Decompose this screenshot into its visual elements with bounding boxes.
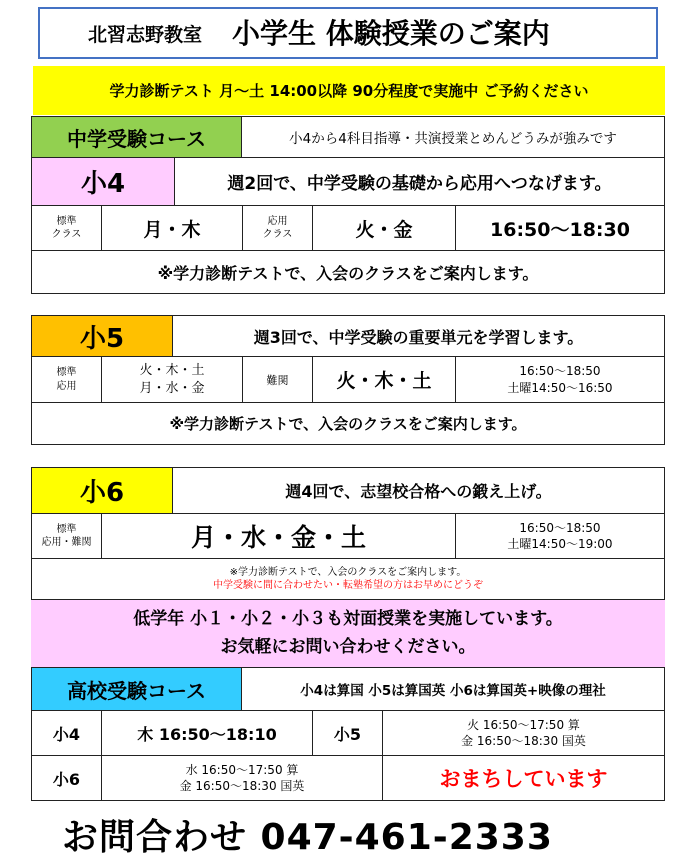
grade5-note: ※学力診断テストで、入会のクラスをご案内します。 bbox=[31, 402, 665, 445]
grade5-time-1: 16:50～18:50 bbox=[519, 364, 601, 379]
grade5-times bbox=[455, 356, 665, 403]
grade6-label-1: 標準 bbox=[56, 523, 77, 535]
hs-grade5-times bbox=[382, 710, 665, 756]
test-notice: 学力診断テスト 月～土 14:00以降 90分程度で実施中 ご予約ください bbox=[33, 66, 665, 115]
grade4-std-label-1: 標準 bbox=[56, 215, 77, 227]
grade4-std-label-2: クラス bbox=[51, 229, 82, 240]
lower-grades-line1: 低学年 小１・小２・小３も対面授業を実施しています。 bbox=[133, 609, 563, 630]
lower-grades-banner bbox=[31, 600, 665, 667]
school-name: 北習志野教室 bbox=[88, 24, 203, 46]
juken-course-desc: 小4から4科目指導・共演授業とめんどうみが強みです bbox=[241, 116, 665, 158]
hs-grade4-time: 木 16:50～18:10 bbox=[101, 710, 313, 756]
hs-course-desc: 小4は算国 小5は算国英 小6は算国英+映像の理社 bbox=[241, 667, 665, 711]
grade6-notes bbox=[31, 558, 665, 600]
hs-course-label: 高校受験コース bbox=[31, 667, 242, 711]
grade4-desc: 週2回で、中学受験の基礎から応用へつなげます。 bbox=[174, 157, 665, 206]
grade5-label: 小5 bbox=[31, 315, 173, 357]
grade4-label: 小4 bbox=[31, 157, 175, 206]
grade6-label-2: 応用・難関 bbox=[41, 537, 92, 548]
grade5-class-label bbox=[31, 356, 102, 403]
page-title: 小学生 体験授業のご案内 bbox=[232, 17, 550, 50]
hs-grade6-time-2: 金 16:50～18:30 国英 bbox=[179, 779, 305, 793]
juken-course-label: 中学受験コース bbox=[31, 116, 242, 158]
grade6-time-2: 土曜14:50～19:00 bbox=[507, 537, 613, 551]
hs-grade6-label: 小6 bbox=[31, 755, 102, 801]
grade4-adv-label-2: クラス bbox=[262, 229, 293, 240]
grade5-days bbox=[101, 356, 243, 403]
grade6-time-1: 16:50～18:50 bbox=[519, 520, 601, 535]
contact-phone: お問合わせ 047-461-2333 bbox=[62, 817, 553, 858]
lower-grades-line2: お気軽にお問い合わせください。 bbox=[220, 636, 476, 657]
grade6-note-red: 中学受験に間に合わせたい・転塾希望の方はお早めにどうぞ bbox=[213, 580, 483, 591]
grade5-days-1: 火・木・土 bbox=[139, 362, 205, 378]
grade6-desc: 週4回で、志望校合格への鍛え上げ。 bbox=[172, 467, 665, 514]
hs-grade6-time-1: 水 16:50～17:50 算 bbox=[185, 762, 299, 777]
hs-grade4-label: 小4 bbox=[31, 710, 102, 756]
grade4-adv-days: 火・金 bbox=[312, 205, 456, 251]
grade4-std-days: 月・木 bbox=[101, 205, 243, 251]
grade6-note: ※学力診断テストで、入会のクラスをご案内します。 bbox=[229, 566, 467, 578]
grade5-hard-label: 難関 bbox=[242, 356, 313, 403]
grade4-note: ※学力診断テストで、入会のクラスをご案内します。 bbox=[31, 250, 665, 294]
grade5-time-2: 土曜14:50～16:50 bbox=[507, 380, 613, 395]
grade5-hard-days: 火・木・土 bbox=[312, 356, 456, 403]
hs-grade5-label: 小5 bbox=[312, 710, 383, 756]
grade5-days-2: 月・水・金 bbox=[139, 380, 205, 396]
grade5-desc: 週3回で、中学受験の重要単元を学習します。 bbox=[172, 315, 665, 357]
grade6-days: 月・水・金・土 bbox=[101, 513, 456, 559]
grade6-times bbox=[455, 513, 665, 559]
hs-grade6-times bbox=[101, 755, 383, 801]
hs-grade5-time-1: 火 16:50～17:50 算 bbox=[467, 717, 580, 732]
grade5-label-2: 応用 bbox=[56, 380, 77, 392]
hs-grade5-time-2: 金 16:50～18:30 国英 bbox=[461, 734, 586, 748]
grade4-time: 16:50～18:30 bbox=[455, 205, 665, 251]
grade5-label-1: 標準 bbox=[56, 367, 77, 378]
grade6-class-label bbox=[31, 513, 102, 559]
grade4-std-class-label bbox=[31, 205, 102, 251]
waiting-message: おまちしています bbox=[382, 755, 665, 801]
grade6-label: 小6 bbox=[31, 467, 173, 514]
grade4-adv-class-label bbox=[242, 205, 313, 251]
grade4-adv-label-1: 応用 bbox=[267, 215, 288, 227]
